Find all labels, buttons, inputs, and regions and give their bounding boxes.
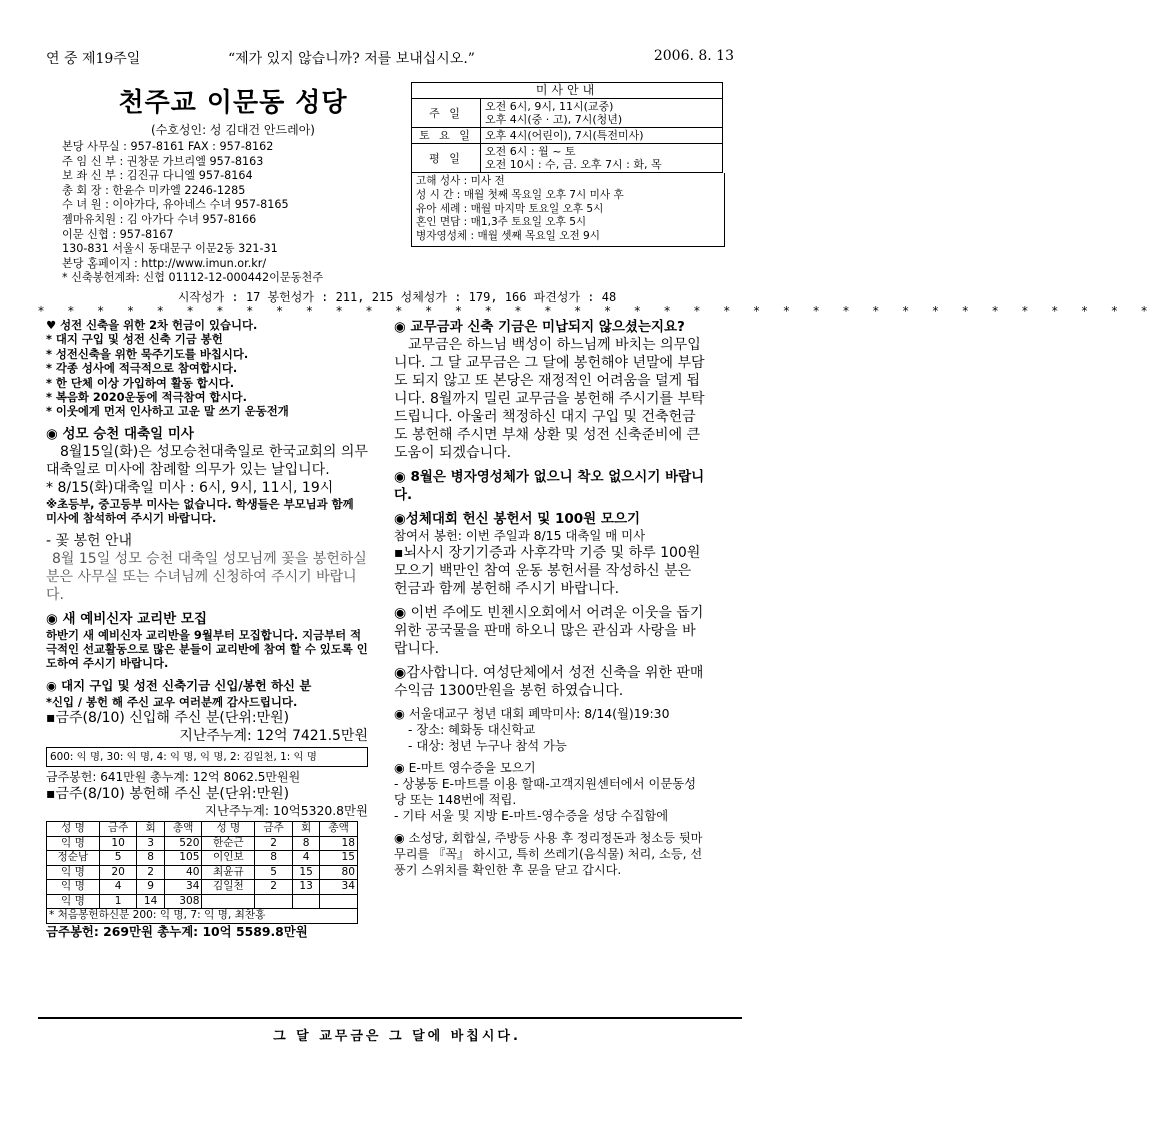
cleanup-notice: ◉ 소성당, 회합실, 주방등 사용 후 정리정돈과 청소등 뒷마무리를 『꼭』 하시고, 특히 쓰레기(음식물) 처리, 소등, 선풍기 스위치를 확인한 후 문을 닫고 갑시다. xyxy=(394,831,703,877)
footer-motto: 그 달 교무금은 그 달에 바칩시다. xyxy=(273,1029,521,1044)
table-header-cell: 성 명 xyxy=(202,822,255,837)
table-cell: 1 xyxy=(99,894,137,909)
mass-row-times xyxy=(481,144,723,173)
table-header-cell: 금주 xyxy=(99,822,137,837)
table-cell: 익 명 xyxy=(47,894,100,909)
right-column xyxy=(394,318,706,884)
table-cell: 308 xyxy=(164,894,202,909)
table-row xyxy=(47,851,358,866)
table-cell: 8 xyxy=(137,851,164,866)
table-cell: 15 xyxy=(320,851,358,866)
mass-time-line: 오전 10시 : 수, 금. 오후 7시 : 화, 목 xyxy=(485,158,662,171)
youth-notice xyxy=(394,706,706,754)
fund-new-total: 지난주누계: 12억 7421.5만원 xyxy=(179,728,368,745)
prayer-item: * 대지 구입 및 성전 신축 기금 봉헌 xyxy=(46,332,223,347)
donation-table xyxy=(46,821,358,924)
parish-info xyxy=(62,80,404,285)
sacrament-line: 유아 세례 : 매월 마지막 토요일 오후 5시 xyxy=(416,202,604,215)
table-cell: 10 xyxy=(99,836,137,851)
parish-title: 천주교 이문동 성당 xyxy=(118,88,348,118)
flower-notice xyxy=(46,532,368,604)
eucharist-body: 참여서 봉헌: 이번 주일과 8/15 대축일 매 미사 xyxy=(394,528,646,543)
table-row xyxy=(47,894,358,909)
prayer-item: * 각종 성사에 적극적으로 참여합시다. xyxy=(46,361,238,376)
table-cell: 13 xyxy=(292,880,319,895)
star-divider: * * * * * * * * * * * * * * * * * * * * * * * * * * * * * * * * * * * * * * xyxy=(38,304,1157,318)
table-cell: 김일천 xyxy=(202,880,255,895)
table-header-cell: 성 명 xyxy=(47,822,100,837)
fund-new-box: 600: 익 명, 30: 익 명, 4: 익 명, 익 명, 2: 김일천, 1: 익 명 xyxy=(46,747,368,767)
mass-row-times xyxy=(481,128,723,144)
youth-title: ◉ 서울대교구 청년 대회 폐막미사: 8/14(월)19:30 xyxy=(394,706,670,721)
thanks-notice: ◉감사합니다. 여성단체에서 성전 신축을 위한 판매 수익금 1300만원을 봉헌 하였습니다. xyxy=(394,665,704,699)
table-cell: 정순남 xyxy=(47,851,100,866)
table-cell: 익 명 xyxy=(47,836,100,851)
emart-body: - 상봉동 E-마트를 이용 할때-고객지원센터에서 이문동성당 또는 148번에 적립. xyxy=(394,777,696,807)
assumption-times: * 8/15(화)대축일 미사 : 6시, 9시, 11시, 19시 xyxy=(46,479,334,496)
prayer-item: * 성전신축을 위한 묵주기도를 바칩시다. xyxy=(46,346,249,361)
assumption-body: 8월15일(화)은 성모승천대축일로 한국교회의 의무 대축일로 미사에 참례할 의무가 있는 날입니다. xyxy=(46,443,368,478)
homepage-link[interactable]: 본당 홈페이지 : http://www.imun.or.kr/ xyxy=(62,256,267,270)
table-cell: 4 xyxy=(292,851,319,866)
table-cell: 2 xyxy=(255,880,293,895)
table-row xyxy=(47,865,358,880)
table-cell: 익 명 xyxy=(47,865,100,880)
table-cell: 40 xyxy=(164,865,202,880)
table-cell: 한순근 xyxy=(202,836,255,851)
catechumen-title: ◉ 새 예비신자 교리반 모집 xyxy=(46,610,207,627)
fund-donate-label: ▪금주(8/10) 봉헌해 주신 분(단위:만원) xyxy=(46,786,290,803)
table-header-cell: 총액 xyxy=(164,822,202,837)
staff-line: * 신축봉헌계좌: 신협 01112-12-000442이문동천주 xyxy=(62,271,324,285)
table-cell: 8 xyxy=(255,851,293,866)
sacrament-line: 혼인 면담 : 매1,3주 토요일 오후 5시 xyxy=(416,216,587,229)
eucharist-notice xyxy=(394,510,706,598)
eucharist-title: ◉성체대회 헌신 봉헌서 및 100원 모으기 xyxy=(394,511,641,527)
mass-header: 미사안내 xyxy=(412,83,723,99)
staff-line: 보 좌 신 부 : 김진규 다니엘 957-8164 xyxy=(62,169,253,183)
sick-communion-note: ◉ 8월은 병자영성체가 없으니 착오 없으시기 바랍니다. xyxy=(394,469,705,503)
table-cell: 520 xyxy=(164,836,202,851)
hymn-numbers: 시작성가 : 17 봉헌성가 : 211, 215 성체성가 : 179, 166 파견성가 : 48 xyxy=(177,290,617,304)
mass-row-label: 주 일 xyxy=(412,99,481,128)
motto: “제가 있지 않습니까? 저를 보내십시오.” xyxy=(228,51,475,67)
catechumen-body: 하반기 새 예비신자 교리반을 9월부터 모집합니다. 지금부터 적극적인 선교활동으로 많은 분들이 교리반에 참여 할 수 있도록 인도하여 주시기 바랍니다. xyxy=(46,627,368,671)
fund-thanks: *신입 / 봉헌 해 주신 교우 여러분께 감사드립니다. xyxy=(46,694,298,709)
mass-time-line: 오전 6시 : 월 ~ 토 xyxy=(485,145,576,158)
emart-title: ◉ E-마트 영수증을 모으기 xyxy=(394,761,536,775)
table-header-cell: 총액 xyxy=(320,822,358,837)
sacrament-line: 병자영성체 : 매월 셋째 목요일 오전 9시 xyxy=(416,230,601,243)
fund-donate-week: 금주봉헌: 269만원 총누계: 10억 5589.8만원 xyxy=(46,923,308,939)
parish-patron: (수호성인: 성 김대건 안드레아) xyxy=(151,123,315,137)
mass-row-label: 토 요 일 xyxy=(412,128,481,144)
date: 2006. 8. 13 xyxy=(653,48,734,64)
staff-line: 130-831 서울시 동대문구 이문2동 321-31 xyxy=(62,242,278,256)
table-header-cell: 금주 xyxy=(255,822,293,837)
table-cell: 80 xyxy=(320,865,358,880)
week-label: 연 중 제19주일 xyxy=(46,51,141,67)
assumption-notice xyxy=(46,425,368,526)
table-cell: 14 xyxy=(137,894,164,909)
youth-place: - 장소: 혜화동 대신학교 xyxy=(408,723,536,737)
prayer-item: * 한 단체 이상 가입하여 활동 합시다. xyxy=(46,375,235,390)
mass-table xyxy=(411,82,723,173)
table-cell: 8 xyxy=(292,836,319,851)
table-cell: 34 xyxy=(320,880,358,895)
table-cell: 최윤규 xyxy=(202,865,255,880)
fund-new-label: ▪금주(8/10) 신입해 주신 분(단위:만원) xyxy=(46,710,290,727)
assumption-note: ※초등부, 중고등부 미사는 없습니다. 학생들은 부모님과 함께 미사에 참석하여 주시기 바랍니다. xyxy=(46,496,354,526)
flower-title: - 꽃 봉헌 안내 xyxy=(46,532,133,549)
bottom-rule xyxy=(38,1017,742,1019)
emart-body: - 기타 서울 및 지방 E-마트-영수증을 성당 수집함에 xyxy=(394,809,669,823)
catechumen-notice xyxy=(46,610,368,671)
prayer-item: * 복음화 2020운동에 적극참여 합시다. xyxy=(46,390,247,405)
staff-list xyxy=(62,140,404,286)
eucharist-body: ▪뇌사시 장기기증과 사후각막 기증 및 하루 100원 모으기 백만인 참여 운동 봉헌서를 작성하신 분은 헌금과 함께 봉헌해 주시기 바랍니다. xyxy=(394,545,701,597)
mass-schedule xyxy=(411,82,723,247)
table-cell: 4 xyxy=(99,880,137,895)
mass-row-label: 평 일 xyxy=(412,144,481,173)
flower-body: 8월 15일 성모 승천 대축일 성모님께 꽃을 봉헌하실 분은 사무실 또는 수녀님께 신청하여 주시기 바랍니다. xyxy=(46,550,367,603)
mass-time-line: 오후 4시(어린이), 7시(특전미사) xyxy=(485,129,644,142)
staff-line: 총 회 장 : 한윤수 미카엘 2246-1285 xyxy=(62,183,246,197)
prayer-item: * 이웃에게 먼저 인사하고 고운 말 쓰기 운동전개 xyxy=(46,404,289,419)
table-cell: 2 xyxy=(255,836,293,851)
table-header-cell: 회 xyxy=(292,822,319,837)
table-cell: 5 xyxy=(99,851,137,866)
fund-section xyxy=(46,677,368,940)
prayer-item: ♥ 성전 신축을 위한 2차 헌금이 있습니다. xyxy=(46,318,258,332)
staff-line: 본당 사무실 : 957-8161 FAX : 957-8162 xyxy=(62,140,274,153)
assumption-title: ◉ 성모 승천 대축일 미사 xyxy=(46,425,194,442)
dues-notice xyxy=(394,318,706,462)
table-row xyxy=(47,880,358,895)
table-cell: 익 명 xyxy=(47,880,100,895)
table-row xyxy=(47,836,358,851)
emart-notice xyxy=(394,760,706,824)
table-cell: 15 xyxy=(292,865,319,880)
table-cell: 18 xyxy=(320,836,358,851)
youth-target: - 대상: 청년 누구나 참석 가능 xyxy=(408,739,567,753)
prayer-list xyxy=(46,318,368,419)
table-cell: 5 xyxy=(255,865,293,880)
staff-line: 주 임 신 부 : 권창문 가브리엘 957-8163 xyxy=(62,154,264,168)
table-cell: 이인보 xyxy=(202,851,255,866)
vincent-notice: ◉ 이번 주에도 빈첸시오회에서 어려운 이웃을 돕기위한 공국물을 판매 하오니 많은 관심과 사랑을 바랍니다. xyxy=(394,605,704,657)
table-cell: 3 xyxy=(137,836,164,851)
staff-line: 이문 신협 : 957-8167 xyxy=(62,227,174,241)
fund-new-week: 금주봉헌: 641만원 총누계: 12억 8062.5만원원 xyxy=(46,770,301,785)
staff-line: 수 녀 원 : 이아가다, 유아네스 수녀 957-8165 xyxy=(62,198,289,212)
sacraments-box xyxy=(411,173,725,247)
table-cell: 20 xyxy=(99,865,137,880)
table-cell: 9 xyxy=(137,880,164,895)
table-header-cell: 회 xyxy=(137,822,164,837)
table-header-row xyxy=(47,822,358,837)
table-cell: 105 xyxy=(164,851,202,866)
table-note-row xyxy=(47,909,358,924)
fund-donate-total: 지난주누계: 10억5320.8만원 xyxy=(205,803,368,819)
mass-time-line: 오후 4시(중 · 고), 7시(청년) xyxy=(485,113,623,126)
table-cell: 2 xyxy=(137,865,164,880)
table-cell xyxy=(292,894,319,909)
mass-row-times xyxy=(481,99,723,128)
table-note: * 처음봉헌하신분 200: 익 명, 7: 익 명, 최찬홍 xyxy=(47,909,358,924)
dues-title: ◉ 교무금과 신축 기금은 미납되지 않으셨는지요? xyxy=(394,319,685,335)
sacrament-line: 고해 성사 : 미사 전 xyxy=(416,175,505,187)
table-cell xyxy=(202,894,255,909)
fund-title: ◉ 대지 구입 및 성전 신축기금 신입/봉헌 하신 분 xyxy=(46,677,312,693)
sacrament-line: 성 시 간 : 매월 첫째 목요일 오후 7시 미사 후 xyxy=(416,188,624,201)
mass-time-line: 오전 6시, 9시, 11시(교중) xyxy=(485,100,614,113)
table-cell xyxy=(255,894,293,909)
table-cell xyxy=(320,894,358,909)
staff-line: 젬마유치원 : 김 아가다 수녀 957-8166 xyxy=(62,212,257,226)
table-cell: 34 xyxy=(164,880,202,895)
dues-body: 교무금은 하느님 백성이 하느님께 바치는 의무입니다. 그 달 교무금은 그 달에 봉헌해야 년말에 부담도 되지 않고 또 본당은 재정적인 어려움을 덜게 됩니다. 8월까지 밀린 교무금을 봉헌해 주시기를 부탁드립니다. 아울러 책정하신 대지 구입 및 건축헌금도 봉헌해 주시면 부채 상환 및 성전 신축준비에 큰 도움이 되겠습니다. xyxy=(394,337,705,461)
left-column xyxy=(46,318,368,940)
